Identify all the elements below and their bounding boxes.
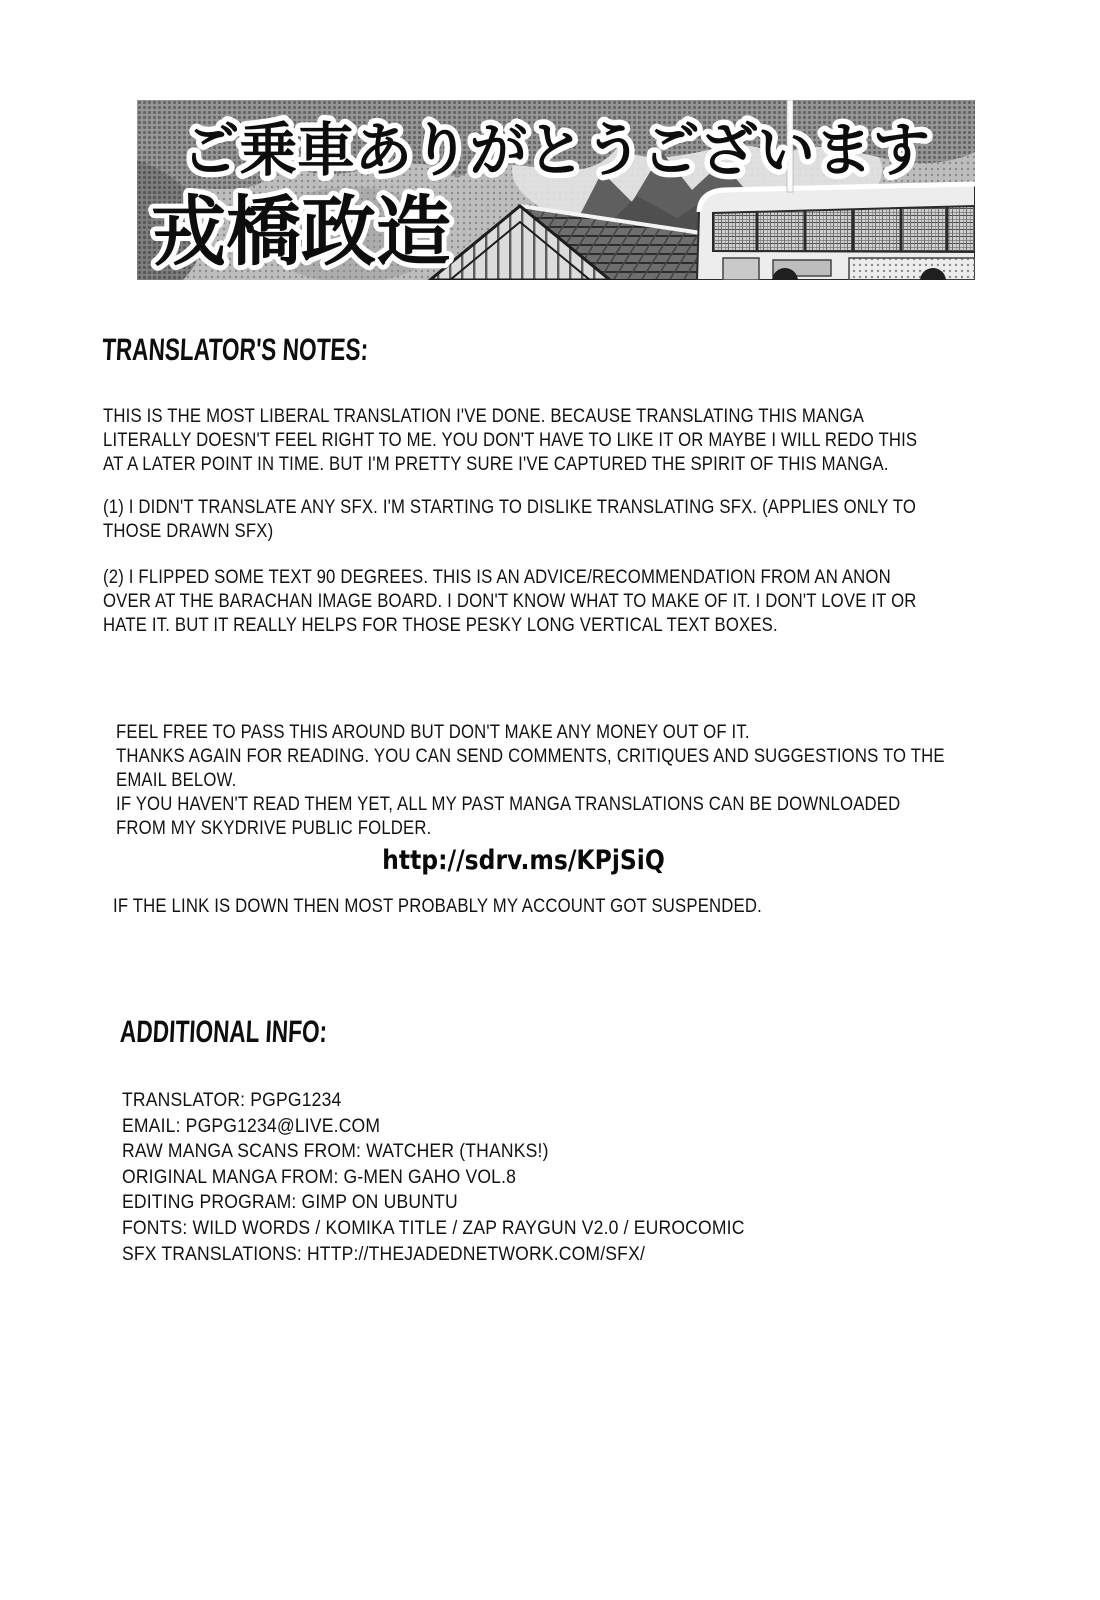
translators-notes-heading: TRANSLATOR'S NOTES: [101,332,370,367]
note-line: (2) I FLIPPED SOME TEXT 90 DEGREES. THIS IS AN ADVICE/RECOMMENDATION FROM AN ANON [103,567,891,588]
skydrive-link-row [103,845,943,876]
note-line: HATE IT. BUT IT REALLY HELPS FOR THOSE PESKY LONG VERTICAL TEXT BOXES. [103,615,778,636]
bus-art [697,184,975,280]
note-paragraph-2 [103,496,916,544]
note-line: EMAIL BELOW. [116,770,237,791]
additional-info-heading: ADDITIONAL INFO: [119,1014,329,1049]
info-line-email: EMAIL: PGPG1234@LIVE.COM [122,1114,381,1137]
note-line: (1) I DIDN'T TRANSLATE ANY SFX. I'M STARTING TO DISLIKE TRANSLATING SFX. (APPLIES ONLY TO [103,497,917,518]
note-line: THANKS AGAIN FOR READING. YOU CAN SEND COMMENTS, CRITIQUES AND SUGGESTIONS TO THE [116,746,945,767]
note-line: IF THE LINK IS DOWN THEN MOST PROBABLY MY ACCOUNT GOT SUSPENDED. [113,896,762,917]
note-line: FROM MY SKYDRIVE PUBLIC FOLDER. [116,818,432,839]
note-line: LITERALLY DOESN'T FEEL RIGHT TO ME. YOU DON'T HAVE TO LIKE IT OR MAYBE I WILL REDO THIS [103,430,918,451]
info-line-fonts: FONTS: WILD WORDS / KOMIKA TITLE / ZAP RAYGUN V2.0 / EUROCOMIC [122,1216,745,1239]
note-line: THOSE DRAWN SFX) [103,521,274,542]
note-paragraph-3 [103,566,917,638]
banner-title-jp: ご乗車ありがとうございます [182,116,930,184]
additional-info-list [122,1088,745,1267]
manga-title-banner [137,100,975,280]
banner-author-jp: 戎橋政造 [151,187,451,276]
link-down-note [113,895,762,919]
info-line-raw-scans: RAW MANGA SCANS FROM: WATCHER (THANKS!) [122,1140,549,1163]
note-line: THIS IS THE MOST LIBERAL TRANSLATION I'VE DONE. BECAUSE TRANSLATING THIS MANGA [103,406,865,427]
note-line: FEEL FREE TO PASS THIS AROUND BUT DON'T MAKE ANY MONEY OUT OF IT. [116,722,750,743]
note-line: OVER AT THE BARACHAN IMAGE BOARD. I DON'T KNOW WHAT TO MAKE OF IT. I DON'T LOVE IT OR [103,591,917,612]
info-line-sfx-translations: SFX TRANSLATIONS: HTTP://THEJADEDNETWORK.COM/SFX/ [122,1242,646,1265]
note-paragraph-1 [103,405,917,477]
info-line-original-manga: ORIGINAL MANGA FROM: G-MEN GAHO VOL.8 [122,1165,517,1188]
banner-art [137,100,975,280]
note-line: AT A LATER POINT IN TIME. BUT I'M PRETTY SURE I'VE CAPTURED THE SPIRIT OF THIS MANGA. [103,454,889,475]
info-line-editing-program: EDITING PROGRAM: GIMP ON UBUNTU [122,1191,458,1214]
info-line-translator: TRANSLATOR: PGPG1234 [122,1089,342,1111]
skydrive-link[interactable]: http://sdrv.ms/KPjSiQ [381,845,665,876]
note-line: IF YOU HAVEN'T READ THEM YET, ALL MY PAST MANGA TRANSLATIONS CAN BE DOWNLOADED [116,794,901,815]
note-outro-paragraph [116,721,945,841]
